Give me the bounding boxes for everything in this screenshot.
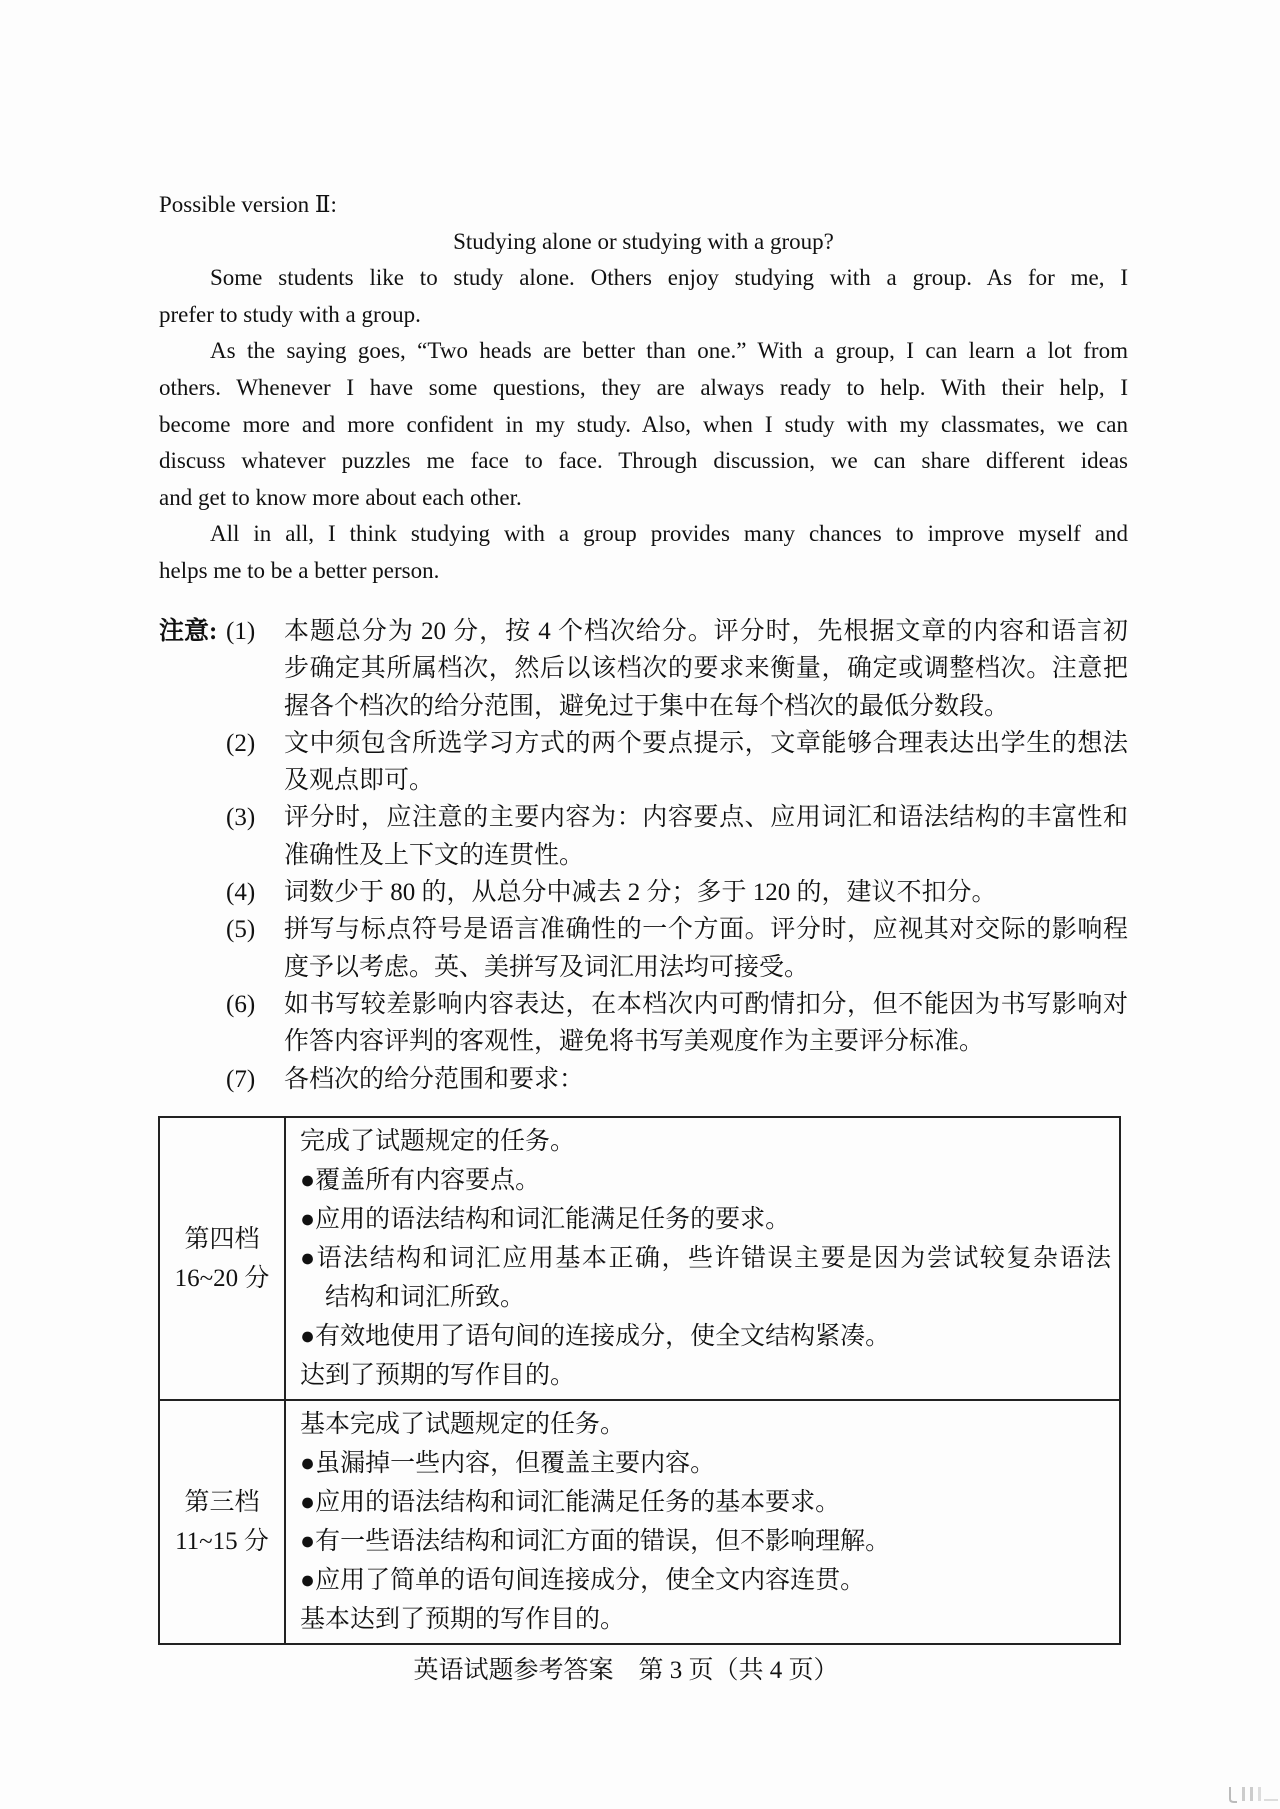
essay-body — [159, 260, 1128, 589]
rubric-level: 第三档 — [184, 1489, 260, 1516]
essay-heading: Possible version Ⅱ: — [159, 192, 337, 217]
note-line: 步确定其所属档次，然后以该档次的要求来衡量，确定或调整档次。注意把 — [284, 655, 1128, 683]
essay-title: Studying alone or studying with a group? — [453, 228, 834, 254]
essay-line: prefer to study with a group. — [159, 301, 421, 327]
essay-line: All in all, I think studying with a group provides many chances to improve myself and — [210, 521, 1128, 547]
essay-line: discuss whatever puzzles me face to face. Through discussion, we can share different ideas — [159, 448, 1128, 474]
note-number: (1) — [226, 618, 256, 645]
rubric-criterion: 基本完成了试题规定的任务。 — [300, 1411, 626, 1438]
rubric-description-cell — [285, 1117, 1120, 1400]
essay-paragraph — [159, 516, 1128, 589]
rubric-criterion: 基本达到了预期的写作目的。 — [300, 1606, 626, 1633]
scan-artifact-icon — [1228, 1785, 1280, 1803]
note-line: 握各个档次的给分范围，避免过于集中在每个档次的最低分数段。 — [284, 692, 1010, 720]
rubric-description-cell — [285, 1400, 1120, 1644]
note-line: 拼写与标点符号是语言准确性的一个方面。评分时，应视其对交际的影响程 — [284, 916, 1128, 944]
note-line: 文中须包含所选学习方式的两个要点提示，文章能够合理表达出学生的想法 — [284, 729, 1128, 757]
note-number: (2) — [226, 729, 256, 757]
note-item — [159, 725, 1128, 800]
essay-line: become more and more confident in my study. Also, when I study with my classmates, we can — [159, 411, 1128, 437]
rubric-criterion: 完成了试题规定的任务。 — [300, 1128, 576, 1155]
note-line: 各档次的给分范围和要求： — [284, 1065, 585, 1093]
essay-line: As the saying goes, “Two heads are better than one.” With a group, I can learn a lot from — [210, 338, 1128, 364]
rubric-criterion: ●有一些语法结构和词汇方面的错误，但不影响理解。 — [300, 1528, 891, 1555]
essay-line: helps me to be a better person. — [159, 557, 440, 583]
notes-label: 注意: — [159, 618, 218, 645]
note-number: (5) — [226, 916, 256, 944]
note-line: 如书写较差影响内容表达，在本档次内可酌情扣分，但不能因为书写影响对 — [284, 990, 1128, 1018]
note-number: (4) — [226, 879, 256, 907]
rubric-row — [159, 1117, 1120, 1400]
model-essay — [159, 187, 1128, 590]
rubric-criterion: ●应用了简单的语句间连接成分，使全文内容连贯。 — [300, 1567, 866, 1594]
note-item — [159, 1061, 1128, 1098]
essay-line: others. Whenever I have some questions, they are always ready to help. With their help, I — [159, 374, 1128, 400]
rubric-criterion: 达到了预期的写作目的。 — [300, 1362, 576, 1389]
rubric-criterion: ●有效地使用了语句间的连接成分，使全文结构紧凑。 — [300, 1323, 891, 1350]
rubric-criterion: ●应用的语法结构和词汇能满足任务的要求。 — [300, 1206, 791, 1233]
essay-paragraph — [159, 333, 1128, 516]
essay-paragraph — [159, 260, 1128, 333]
rubric-level-cell — [159, 1400, 285, 1644]
note-item — [159, 799, 1128, 874]
scoring-notes — [159, 613, 1128, 1098]
rubric-criterion: ●应用的语法结构和词汇能满足任务的基本要求。 — [300, 1489, 841, 1516]
note-line: 评分时，应注意的主要内容为：内容要点、应用词汇和语法结构的丰富性和 — [284, 804, 1128, 832]
note-number: (7) — [226, 1065, 256, 1093]
note-number: (3) — [226, 804, 256, 832]
rubric-score-range: 16~20 分 — [174, 1264, 270, 1292]
rubric-score-range: 11~15 分 — [175, 1528, 269, 1555]
note-item — [159, 874, 1128, 911]
essay-line: and get to know more about each other. — [159, 484, 522, 510]
page-footer: 英语试题参考答案 第 3 页（共 4 页） — [413, 1657, 839, 1684]
note-line: 及观点即可。 — [284, 767, 435, 795]
note-line: 作答内容评判的客观性，避免将书写美观度作为主要评分标准。 — [284, 1028, 985, 1056]
note-item — [159, 911, 1128, 986]
note-number: (6) — [226, 990, 256, 1018]
note-line: 本题总分为 20 分，按 4 个档次给分。评分时，先根据文章的内容和语言初 — [284, 618, 1128, 645]
rubric-level: 第四档 — [184, 1225, 260, 1253]
rubric-criterion: ●虽漏掉一些内容，但覆盖主要内容。 — [300, 1450, 716, 1477]
note-item — [159, 986, 1128, 1061]
note-line: 准确性及上下文的连贯性。 — [284, 841, 585, 869]
rubric-criterion: ●语法结构和词汇应用基本正确，些许错误主要是因为尝试较复杂语法 — [300, 1245, 1111, 1272]
note-item — [159, 613, 1128, 725]
note-line: 词数少于 80 的，从总分中减去 2 分；多于 120 的，建议不扣分。 — [284, 879, 997, 907]
rubric-row — [159, 1400, 1120, 1644]
rubric-level-cell — [159, 1117, 285, 1400]
note-line: 度予以考虑。英、美拼写及词汇用法均可接受。 — [284, 953, 810, 981]
rubric-criterion: 结构和词汇所致。 — [325, 1284, 526, 1311]
rubric-criterion: ●覆盖所有内容要点。 — [300, 1167, 541, 1194]
essay-line: Some students like to study alone. Others enjoy studying with a group. As for me, I — [210, 265, 1128, 291]
scoring-rubric-table — [158, 1116, 1121, 1645]
